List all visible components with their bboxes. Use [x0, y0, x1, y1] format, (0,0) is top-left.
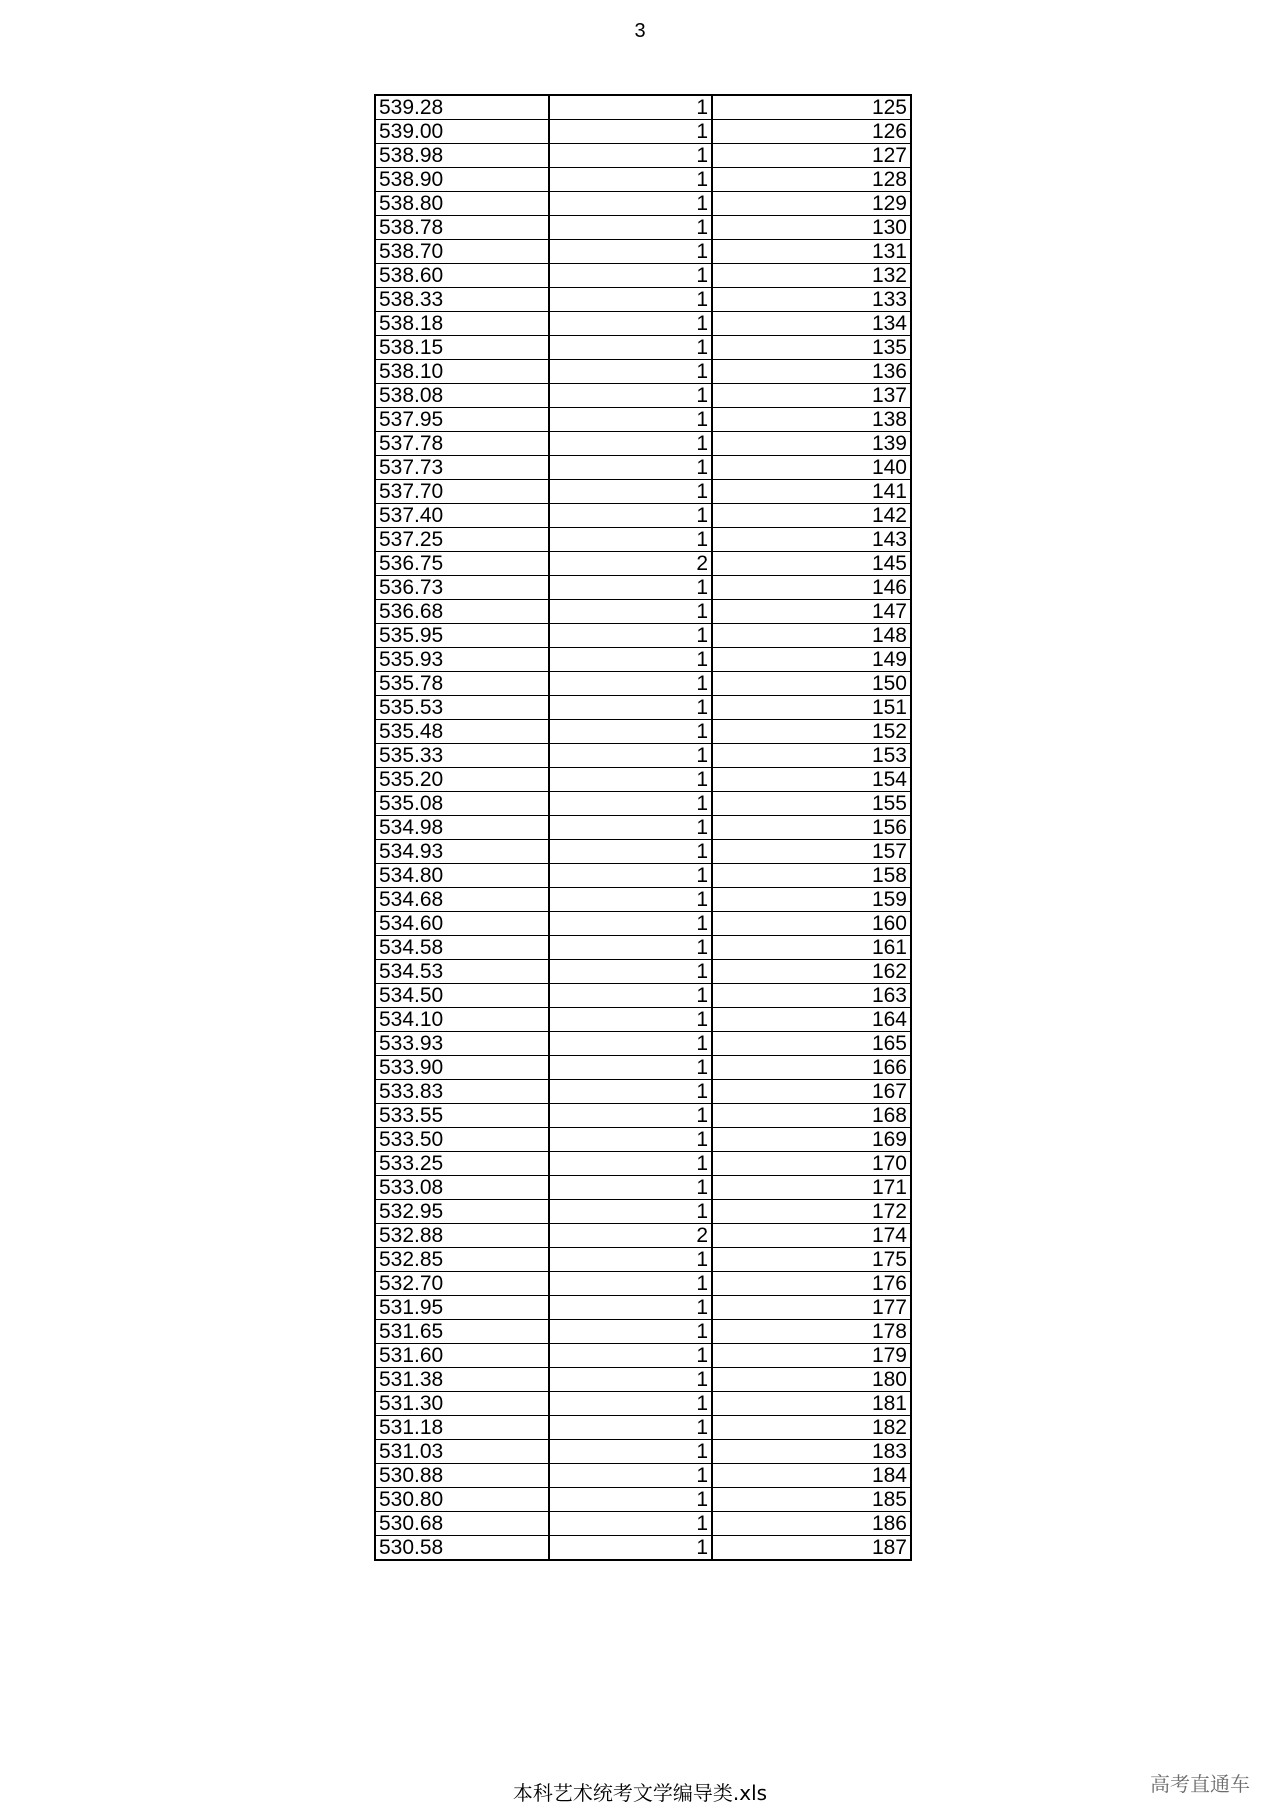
- count-cell: 1: [549, 288, 712, 312]
- count-cell: 1: [549, 504, 712, 528]
- cumulative-cell: 157: [712, 840, 911, 864]
- count-cell: 1: [549, 120, 712, 144]
- score-cell: 534.93: [375, 840, 549, 864]
- table-row: [375, 936, 911, 960]
- cumulative-cell: 175: [712, 1248, 911, 1272]
- table-row: [375, 1104, 911, 1128]
- count-cell: 1: [549, 1248, 712, 1272]
- cumulative-cell: 166: [712, 1056, 911, 1080]
- count-cell: 1: [549, 336, 712, 360]
- cumulative-cell: 177: [712, 1296, 911, 1320]
- cumulative-cell: 180: [712, 1368, 911, 1392]
- score-cell: 532.85: [375, 1248, 549, 1272]
- table-row: [375, 720, 911, 744]
- score-cell: 533.90: [375, 1056, 549, 1080]
- table-row: [375, 1080, 911, 1104]
- score-cell: 538.78: [375, 216, 549, 240]
- score-cell: 538.60: [375, 264, 549, 288]
- cumulative-cell: 145: [712, 552, 911, 576]
- table-row: [375, 648, 911, 672]
- cumulative-cell: 140: [712, 456, 911, 480]
- count-cell: 1: [549, 1128, 712, 1152]
- score-cell: 536.73: [375, 576, 549, 600]
- table-row: [375, 1536, 911, 1561]
- cumulative-cell: 135: [712, 336, 911, 360]
- table-row: [375, 1272, 911, 1296]
- page-number: 3: [634, 20, 646, 42]
- score-cell: 534.10: [375, 1008, 549, 1032]
- score-cell: 535.48: [375, 720, 549, 744]
- count-cell: 2: [549, 552, 712, 576]
- cumulative-cell: 150: [712, 672, 911, 696]
- cumulative-cell: 131: [712, 240, 911, 264]
- cumulative-cell: 162: [712, 960, 911, 984]
- cumulative-cell: 130: [712, 216, 911, 240]
- cumulative-cell: 147: [712, 600, 911, 624]
- score-cell: 533.83: [375, 1080, 549, 1104]
- score-cell: 537.78: [375, 432, 549, 456]
- count-cell: 1: [549, 840, 712, 864]
- cumulative-cell: 151: [712, 696, 911, 720]
- count-cell: 1: [549, 1392, 712, 1416]
- score-cell: 530.68: [375, 1512, 549, 1536]
- cumulative-cell: 143: [712, 528, 911, 552]
- count-cell: 1: [549, 1368, 712, 1392]
- cumulative-cell: 184: [712, 1464, 911, 1488]
- table-row: [375, 360, 911, 384]
- cumulative-cell: 185: [712, 1488, 911, 1512]
- cumulative-cell: 141: [712, 480, 911, 504]
- score-cell: 537.95: [375, 408, 549, 432]
- count-cell: 1: [549, 408, 712, 432]
- score-cell: 532.88: [375, 1224, 549, 1248]
- score-cell: 538.98: [375, 144, 549, 168]
- score-cell: 532.70: [375, 1272, 549, 1296]
- score-cell: 536.68: [375, 600, 549, 624]
- count-cell: 1: [549, 1272, 712, 1296]
- cumulative-cell: 136: [712, 360, 911, 384]
- table-row: [375, 1440, 911, 1464]
- cumulative-cell: 155: [712, 792, 911, 816]
- count-cell: 1: [549, 1464, 712, 1488]
- count-cell: 1: [549, 216, 712, 240]
- score-cell: 531.95: [375, 1296, 549, 1320]
- table-row: [375, 312, 911, 336]
- table-row: [375, 528, 911, 552]
- table-row: [375, 1512, 911, 1536]
- cumulative-cell: 181: [712, 1392, 911, 1416]
- count-cell: 1: [549, 600, 712, 624]
- table-row: [375, 1200, 911, 1224]
- table-row: [375, 408, 911, 432]
- count-cell: 1: [549, 1320, 712, 1344]
- score-cell: 537.40: [375, 504, 549, 528]
- table-row: [375, 1248, 911, 1272]
- cumulative-cell: 152: [712, 720, 911, 744]
- table-row: [375, 144, 911, 168]
- score-cell: 538.10: [375, 360, 549, 384]
- cumulative-cell: 169: [712, 1128, 911, 1152]
- score-cell: 533.25: [375, 1152, 549, 1176]
- score-cell: 536.75: [375, 552, 549, 576]
- cumulative-cell: 128: [712, 168, 911, 192]
- cumulative-cell: 176: [712, 1272, 911, 1296]
- table-row: [375, 696, 911, 720]
- cumulative-cell: 138: [712, 408, 911, 432]
- count-cell: 1: [549, 960, 712, 984]
- table-row: [375, 840, 911, 864]
- table-row: [375, 1416, 911, 1440]
- table-row: [375, 95, 911, 120]
- cumulative-cell: 156: [712, 816, 911, 840]
- table-row: [375, 1320, 911, 1344]
- count-cell: 1: [549, 1176, 712, 1200]
- table-row: [375, 1176, 911, 1200]
- count-cell: 1: [549, 384, 712, 408]
- table-row: [375, 768, 911, 792]
- score-cell: 534.68: [375, 888, 549, 912]
- table-row: [375, 600, 911, 624]
- table-row: [375, 552, 911, 576]
- watermark: 高考直通车: [1150, 1772, 1250, 1796]
- count-cell: 1: [549, 456, 712, 480]
- score-cell: 533.93: [375, 1032, 549, 1056]
- count-cell: 1: [549, 1008, 712, 1032]
- count-cell: 1: [549, 912, 712, 936]
- table-row: [375, 168, 911, 192]
- cumulative-cell: 159: [712, 888, 911, 912]
- table-row: [375, 1008, 911, 1032]
- count-cell: 1: [549, 648, 712, 672]
- score-cell: 533.55: [375, 1104, 549, 1128]
- score-cell: 535.20: [375, 768, 549, 792]
- cumulative-cell: 164: [712, 1008, 911, 1032]
- cumulative-cell: 165: [712, 1032, 911, 1056]
- cumulative-cell: 187: [712, 1536, 911, 1561]
- cumulative-cell: 170: [712, 1152, 911, 1176]
- table-row: [375, 1488, 911, 1512]
- count-cell: 1: [549, 1200, 712, 1224]
- table-row: [375, 1224, 911, 1248]
- cumulative-cell: 134: [712, 312, 911, 336]
- table-row: [375, 480, 911, 504]
- count-cell: 1: [549, 624, 712, 648]
- table-row: [375, 672, 911, 696]
- score-cell: 531.30: [375, 1392, 549, 1416]
- score-cell: 534.53: [375, 960, 549, 984]
- score-cell: 534.58: [375, 936, 549, 960]
- table-row: [375, 792, 911, 816]
- count-cell: 1: [549, 1104, 712, 1128]
- count-cell: 1: [549, 696, 712, 720]
- score-cell: 535.78: [375, 672, 549, 696]
- cumulative-cell: 163: [712, 984, 911, 1008]
- table-row: [375, 432, 911, 456]
- table-row: [375, 1392, 911, 1416]
- count-cell: 1: [549, 792, 712, 816]
- table-row: [375, 1296, 911, 1320]
- score-cell: 533.50: [375, 1128, 549, 1152]
- score-cell: 534.50: [375, 984, 549, 1008]
- count-cell: 1: [549, 1440, 712, 1464]
- count-cell: 1: [549, 576, 712, 600]
- cumulative-cell: 126: [712, 120, 911, 144]
- table-row: [375, 1152, 911, 1176]
- count-cell: 1: [549, 480, 712, 504]
- score-cell: 533.08: [375, 1176, 549, 1200]
- table-row: [375, 264, 911, 288]
- score-cell: 539.28: [375, 95, 549, 120]
- table-row: [375, 1056, 911, 1080]
- count-cell: 1: [549, 1536, 712, 1561]
- score-cell: 535.95: [375, 624, 549, 648]
- count-cell: 2: [549, 1224, 712, 1248]
- table-row: [375, 1464, 911, 1488]
- count-cell: 1: [549, 432, 712, 456]
- count-cell: 1: [549, 1080, 712, 1104]
- count-cell: 1: [549, 1416, 712, 1440]
- table-row: [375, 912, 911, 936]
- score-cell: 537.70: [375, 480, 549, 504]
- score-cell: 531.18: [375, 1416, 549, 1440]
- table-row: [375, 576, 911, 600]
- table-row: [375, 120, 911, 144]
- count-cell: 1: [549, 744, 712, 768]
- count-cell: 1: [549, 888, 712, 912]
- cumulative-cell: 146: [712, 576, 911, 600]
- cumulative-cell: 160: [712, 912, 911, 936]
- cumulative-cell: 179: [712, 1344, 911, 1368]
- cumulative-cell: 148: [712, 624, 911, 648]
- score-cell: 539.00: [375, 120, 549, 144]
- cumulative-cell: 153: [712, 744, 911, 768]
- table-row: [375, 192, 911, 216]
- table-row: [375, 1128, 911, 1152]
- count-cell: 1: [549, 984, 712, 1008]
- score-cell: 531.03: [375, 1440, 549, 1464]
- cumulative-cell: 171: [712, 1176, 911, 1200]
- cumulative-cell: 172: [712, 1200, 911, 1224]
- score-cell: 531.38: [375, 1368, 549, 1392]
- table-row: [375, 288, 911, 312]
- cumulative-cell: 132: [712, 264, 911, 288]
- count-cell: 1: [549, 312, 712, 336]
- cumulative-cell: 137: [712, 384, 911, 408]
- count-cell: 1: [549, 936, 712, 960]
- count-cell: 1: [549, 1056, 712, 1080]
- cumulative-cell: 149: [712, 648, 911, 672]
- count-cell: 1: [549, 1344, 712, 1368]
- count-cell: 1: [549, 528, 712, 552]
- table-row: [375, 456, 911, 480]
- score-cell: 538.08: [375, 384, 549, 408]
- table-row: [375, 216, 911, 240]
- score-cell: 538.80: [375, 192, 549, 216]
- cumulative-cell: 178: [712, 1320, 911, 1344]
- score-cell: 531.65: [375, 1320, 549, 1344]
- score-cell: 537.25: [375, 528, 549, 552]
- table-row: [375, 960, 911, 984]
- cumulative-cell: 142: [712, 504, 911, 528]
- cumulative-cell: 133: [712, 288, 911, 312]
- cumulative-cell: 129: [712, 192, 911, 216]
- score-cell: 531.60: [375, 1344, 549, 1368]
- table-row: [375, 1368, 911, 1392]
- score-cell: 538.70: [375, 240, 549, 264]
- score-cell: 535.08: [375, 792, 549, 816]
- table-row: [375, 504, 911, 528]
- cumulative-cell: 186: [712, 1512, 911, 1536]
- cumulative-cell: 139: [712, 432, 911, 456]
- table-row: [375, 744, 911, 768]
- cumulative-cell: 161: [712, 936, 911, 960]
- score-cell: 535.33: [375, 744, 549, 768]
- score-cell: 530.58: [375, 1536, 549, 1561]
- score-cell: 535.53: [375, 696, 549, 720]
- count-cell: 1: [549, 768, 712, 792]
- count-cell: 1: [549, 864, 712, 888]
- score-cell: 530.80: [375, 1488, 549, 1512]
- cumulative-cell: 167: [712, 1080, 911, 1104]
- table-row: [375, 816, 911, 840]
- cumulative-cell: 182: [712, 1416, 911, 1440]
- count-cell: 1: [549, 1032, 712, 1056]
- cumulative-cell: 168: [712, 1104, 911, 1128]
- score-cell: 538.15: [375, 336, 549, 360]
- count-cell: 1: [549, 168, 712, 192]
- count-cell: 1: [549, 1296, 712, 1320]
- count-cell: 1: [549, 816, 712, 840]
- count-cell: 1: [549, 192, 712, 216]
- footer-filename: 本科艺术统考文学编导类.xls: [512, 1781, 768, 1805]
- table-row: [375, 384, 911, 408]
- count-cell: 1: [549, 720, 712, 744]
- table-row: [375, 240, 911, 264]
- count-cell: 1: [549, 1512, 712, 1536]
- cumulative-cell: 158: [712, 864, 911, 888]
- cumulative-cell: 174: [712, 1224, 911, 1248]
- table-row: [375, 1344, 911, 1368]
- score-cell: 537.73: [375, 456, 549, 480]
- count-cell: 1: [549, 144, 712, 168]
- score-cell: 534.80: [375, 864, 549, 888]
- table-row: [375, 888, 911, 912]
- score-cell: 538.18: [375, 312, 549, 336]
- score-cell: 530.88: [375, 1464, 549, 1488]
- table-row: [375, 1032, 911, 1056]
- count-cell: 1: [549, 1488, 712, 1512]
- score-cell: 538.90: [375, 168, 549, 192]
- cumulative-cell: 127: [712, 144, 911, 168]
- score-table: [374, 94, 912, 1561]
- score-cell: 534.98: [375, 816, 549, 840]
- table-body: [375, 95, 911, 1560]
- table-row: [375, 864, 911, 888]
- count-cell: 1: [549, 1152, 712, 1176]
- score-cell: 535.93: [375, 648, 549, 672]
- count-cell: 1: [549, 264, 712, 288]
- cumulative-cell: 154: [712, 768, 911, 792]
- count-cell: 1: [549, 240, 712, 264]
- table-row: [375, 984, 911, 1008]
- table-row: [375, 624, 911, 648]
- score-cell: 534.60: [375, 912, 549, 936]
- count-cell: 1: [549, 95, 712, 120]
- score-cell: 532.95: [375, 1200, 549, 1224]
- count-cell: 1: [549, 360, 712, 384]
- cumulative-cell: 183: [712, 1440, 911, 1464]
- table-row: [375, 336, 911, 360]
- cumulative-cell: 125: [712, 95, 911, 120]
- score-cell: 538.33: [375, 288, 549, 312]
- count-cell: 1: [549, 672, 712, 696]
